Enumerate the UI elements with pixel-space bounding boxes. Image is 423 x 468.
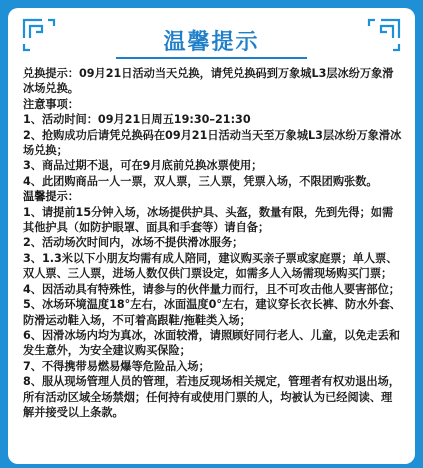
note-item: 1、活动时间：09月21日周五19:30–21:30 (23, 113, 251, 127)
reminder-item: 8、服从现场管理人员的管理，若违反现场相关规定，管理者有权劝退出场，所有活动区域全场禁烟；任何持有或使用门票的人，均被认为已经阅读、理解并接受以上条款。 (23, 375, 400, 419)
reminder-item: 5、冰场环境温度18°左右，冰面温度0°左右，建议穿长衣长裤、防水外套、防滑运动鞋入场，不可着高跟鞋/拖鞋类入场； (23, 298, 401, 327)
notice-content (23, 66, 403, 420)
note-item: 2、抢购成功后请凭兑换码在09月21日活动当天至万象城L3层冰纷万象滑冰场兑换； (23, 128, 402, 158)
reminder-item: 6、因滑冰场内均为真冰，冰面较滑，请照顾好同行老人、儿童，以免走丢和发生意外，为安全建议购买保险； (23, 328, 400, 358)
exchange-tip: 兑换提示：09月21日活动当天兑换，请凭兑换码到万象城L3层冰纷万象滑冰场兑换。 (23, 67, 394, 96)
notes-heading: 注意事项： (23, 97, 79, 111)
note-item: 3、商品过期不退，可在9月底前兑换冰票使用； (23, 159, 263, 173)
reminder-item: 3、1.3米以下小朋友均需有成人陪同，建议购买亲子票或家庭票；单人票、双人票、三人票，进场人数仅供门票设定，如需多人入场需现场购买门票； (23, 251, 398, 281)
note-item: 4、此团购商品一人一票，双人票，三人票，凭票入场，不限团购张数。 (23, 174, 378, 188)
reminder-item: 4、因活动具有特殊性，请参与的伙伴量力而行，且不可攻击他人要害部位； (23, 282, 400, 296)
reminder-item: 7、不得携带易燃易爆等危险品入场； (23, 359, 210, 373)
reminder-heading: 温馨提示： (23, 190, 79, 204)
title-underline (116, 57, 307, 59)
reminder-item: 2、活动场次时间内，冰场不提供滑冰服务； (23, 236, 244, 250)
page-title: 温馨提示 (163, 30, 260, 55)
notice-card (8, 8, 415, 464)
reminder-item: 1、请提前15分钟入场，冰场提供护具、头盔，数量有限，先到先得；如需其他护具（如防护眼罩、面具和手套等）请自备； (23, 205, 394, 235)
